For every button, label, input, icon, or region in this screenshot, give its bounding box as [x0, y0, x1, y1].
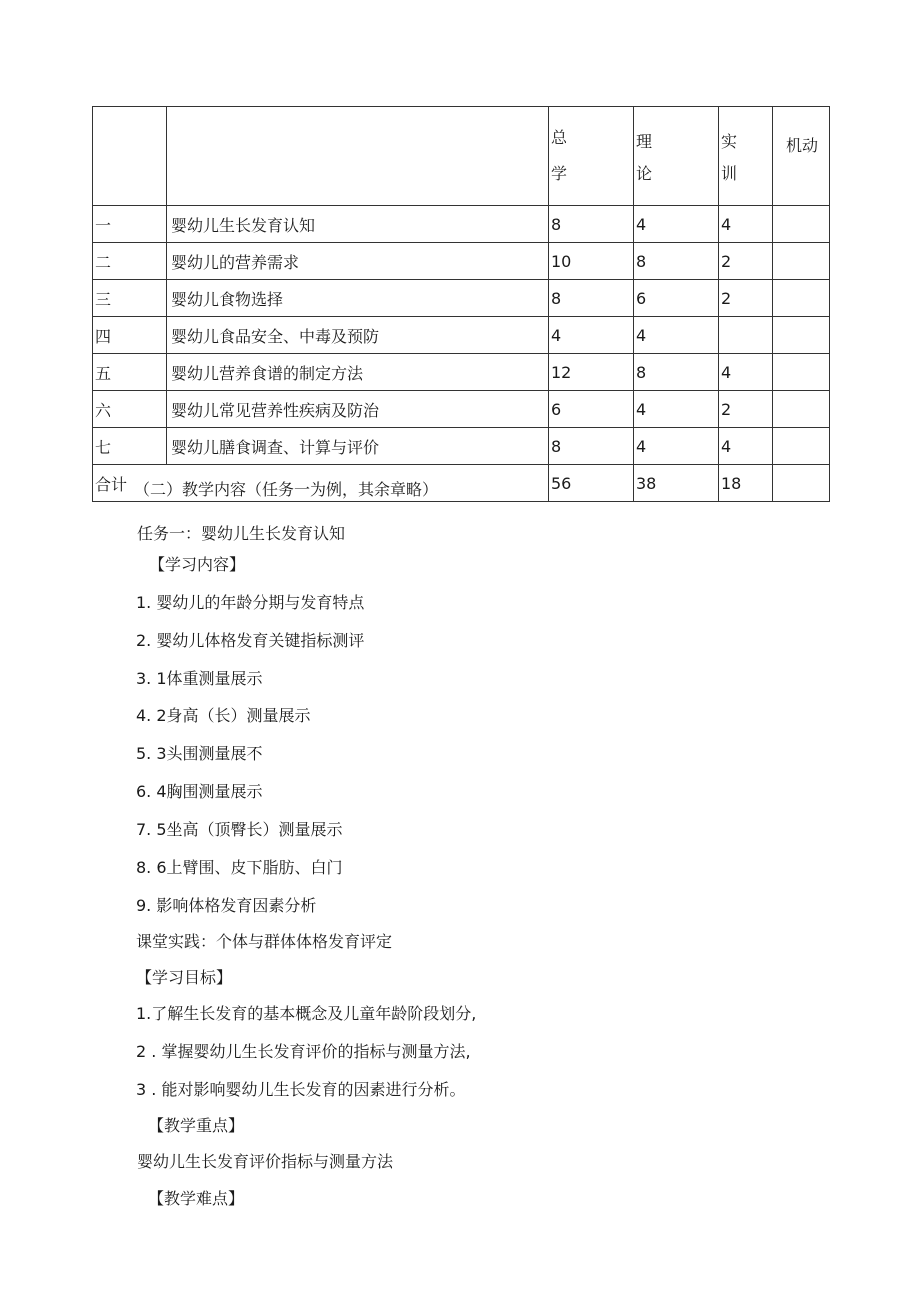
- row-theory-hours: 8: [634, 243, 719, 280]
- row-task-name: 婴幼儿膳食调查、计算与评价: [167, 428, 549, 465]
- row-practice-hours: 4: [719, 428, 773, 465]
- objective-item: 3 . 能对影响婴幼儿生长发育的因素进行分析。: [136, 1080, 466, 1099]
- row-theory-hours: 8: [634, 354, 719, 391]
- row-theory-hours: 6: [634, 280, 719, 317]
- learning-item: 9. 影响体格发育因素分析: [136, 896, 317, 915]
- header-cell-flex-hours: 机动: [773, 107, 830, 206]
- header-theory-char-1: 理: [636, 132, 653, 151]
- row-practice-hours: [719, 317, 773, 354]
- header-total-char-2: 学: [551, 164, 568, 183]
- task-title: 任务一：婴幼儿生长发育认知: [137, 524, 346, 543]
- learning-item: 1. 婴幼儿的年龄分期与发育特点: [136, 593, 365, 612]
- header-theory-char-2: 论: [636, 164, 653, 183]
- row-number: 三: [93, 280, 167, 317]
- row-flex-hours: [773, 317, 830, 354]
- header-cell-total-hours: [549, 107, 634, 206]
- row-flex-hours: [773, 243, 830, 280]
- row-total-hours: 8: [549, 280, 634, 317]
- row-practice-hours: 2: [719, 391, 773, 428]
- row-flex-hours: [773, 428, 830, 465]
- table-row: [93, 206, 830, 243]
- row-total-hours: 6: [549, 391, 634, 428]
- row-task-name: 婴幼儿生长发育认知: [167, 206, 549, 243]
- header-cell-theory-hours: [634, 107, 719, 206]
- table-row: [93, 354, 830, 391]
- header-cell-practice-hours: [719, 107, 773, 206]
- learning-item: 2. 婴幼儿体格发育关键指标测评: [136, 631, 365, 650]
- row-number: 六: [93, 391, 167, 428]
- sum-total-hours: 56: [549, 465, 634, 502]
- row-number: 七: [93, 428, 167, 465]
- row-flex-hours: [773, 206, 830, 243]
- row-flex-hours: [773, 391, 830, 428]
- header-cell-task: [167, 107, 549, 206]
- row-total-hours: 10: [549, 243, 634, 280]
- row-task-name: 婴幼儿食品安全、中毒及预防: [167, 317, 549, 354]
- row-theory-hours: 4: [634, 428, 719, 465]
- row-flex-hours: [773, 354, 830, 391]
- learning-item: 7. 5坐高（顶臀长）测量展示: [136, 820, 343, 839]
- table-row: [93, 280, 830, 317]
- row-total-hours: 12: [549, 354, 634, 391]
- difficulties-heading: 【教学难点】: [148, 1189, 245, 1208]
- table-row: [93, 243, 830, 280]
- header-practice-char-1: 实: [721, 132, 738, 151]
- table-row: [93, 391, 830, 428]
- row-total-hours: 8: [549, 428, 634, 465]
- learning-item: 5. 3头围测量展不: [136, 744, 263, 763]
- key-points-heading: 【教学重点】: [148, 1116, 245, 1135]
- row-practice-hours: 4: [719, 354, 773, 391]
- row-number: 二: [93, 243, 167, 280]
- row-task-name: 婴幼儿常见营养性疾病及防治: [167, 391, 549, 428]
- objectives-heading: 【学习目标】: [136, 968, 233, 987]
- row-theory-hours: 4: [634, 391, 719, 428]
- course-hours-table: [92, 106, 830, 502]
- key-points-text: 婴幼儿生长发育评价指标与测量方法: [137, 1152, 394, 1171]
- learning-item: 8. 6上臂围、皮下脂肪、白门: [136, 858, 343, 877]
- row-practice-hours: 4: [719, 206, 773, 243]
- row-theory-hours: 4: [634, 206, 719, 243]
- table-header-row: [93, 107, 830, 206]
- row-flex-hours: [773, 280, 830, 317]
- learning-item: 4. 2身高（长）测量展示: [136, 706, 311, 725]
- objective-item: 2 . 掌握婴幼儿生长发育评价的指标与测量方法,: [136, 1042, 471, 1061]
- sum-practice-hours: 18: [719, 465, 773, 502]
- row-number: 五: [93, 354, 167, 391]
- row-practice-hours: 2: [719, 280, 773, 317]
- row-practice-hours: 2: [719, 243, 773, 280]
- row-task-name: 婴幼儿的营养需求: [167, 243, 549, 280]
- header-practice-char-2: 训: [721, 164, 738, 183]
- sum-label: 合计: [93, 465, 549, 502]
- row-theory-hours: 4: [634, 317, 719, 354]
- learning-content-heading: 【学习内容】: [149, 555, 246, 574]
- row-total-hours: 8: [549, 206, 634, 243]
- sum-flex-hours: [773, 465, 830, 502]
- row-number: 一: [93, 206, 167, 243]
- objective-item: 1.了解生长发育的基本概念及儿童年龄阶段划分,: [136, 1004, 477, 1023]
- classroom-practice: 课堂实践：个体与群体体格发育评定: [136, 932, 393, 951]
- header-total-char-1: 总: [551, 128, 568, 147]
- sum-theory-hours: 38: [634, 465, 719, 502]
- header-cell-number: [93, 107, 167, 206]
- table-row: [93, 428, 830, 465]
- row-task-name: 婴幼儿食物选择: [167, 280, 549, 317]
- table-row: [93, 317, 830, 354]
- row-total-hours: 4: [549, 317, 634, 354]
- section-heading: （二）教学内容（任务一为例，其余章略）: [134, 480, 439, 499]
- learning-item: 6. 4胸围测量展示: [136, 782, 263, 801]
- row-task-name: 婴幼儿营养食谱的制定方法: [167, 354, 549, 391]
- row-number: 四: [93, 317, 167, 354]
- learning-item: 3. 1体重测量展示: [136, 669, 263, 688]
